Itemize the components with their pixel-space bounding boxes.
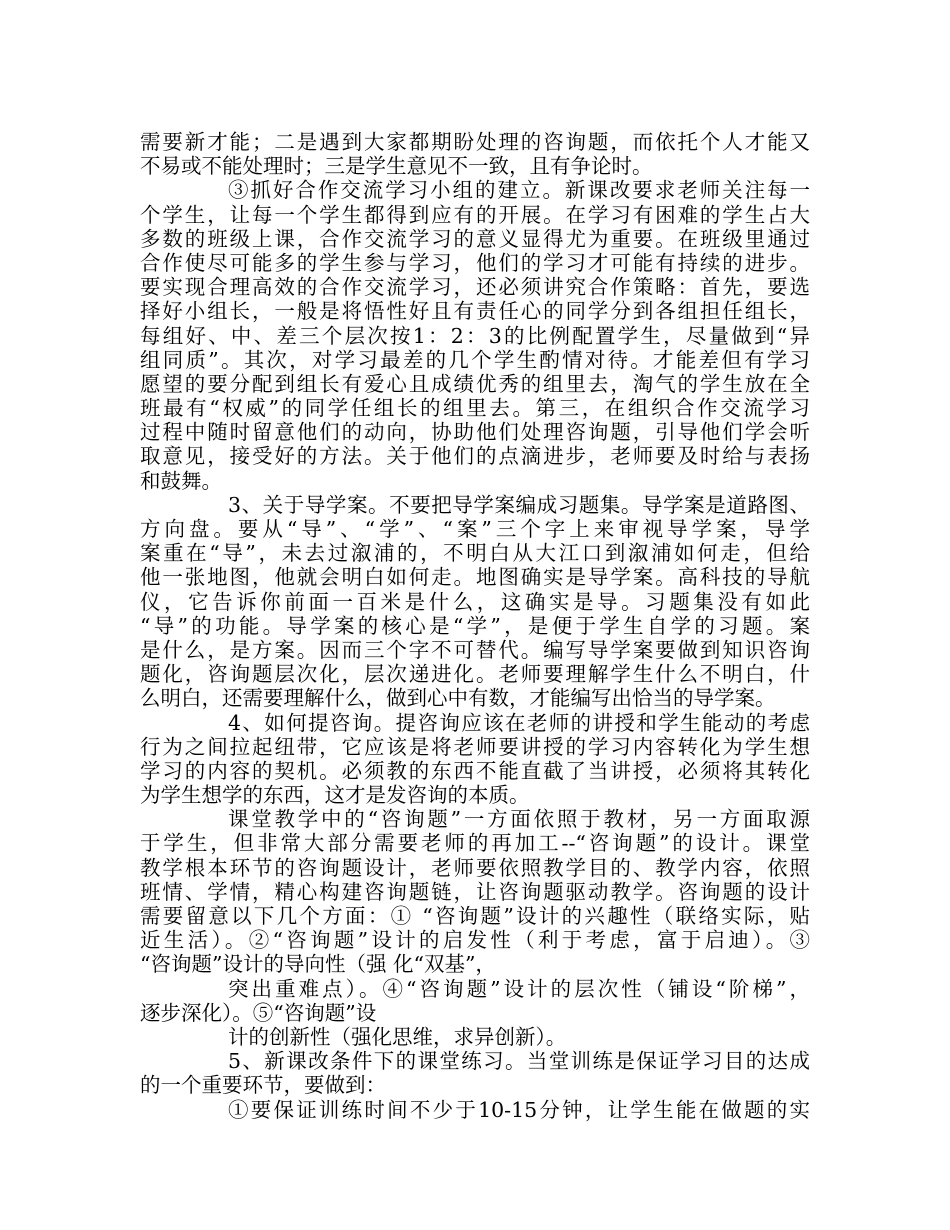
text-line: 过程中随时留意他们的动向，协助他们处理咨询题，引导他们学会听 <box>140 420 810 445</box>
text-line: 个学生，让每一个学生都得到应有的开展。在学习有困难的学生占大 <box>140 202 810 227</box>
text-line: 题化，咨询题层次化，层次递进化。老师要理解学生什么不明白，什 <box>140 662 810 687</box>
text-line: 3、关于导学案。不要把导学案编成习题集。导学案是道路图、 <box>228 492 810 517</box>
text-line: 愿望的要分配到组长有爱心且成绩优秀的组里去，淘气的学生放在全 <box>140 371 810 396</box>
text-line: 计的创新性（强化思维，求异创新）。 <box>228 1024 567 1049</box>
text-line: 突出重难点）。④“咨询题”设计的层次性（铺设“阶梯”， <box>228 976 810 1001</box>
text-line: 仪，它告诉你前面一百米是什么，这确实是导。习题集没有如此 <box>140 589 810 614</box>
text-line: 教学根本环节的咨询题设计，老师要依照教学目的、教学内容，依照 <box>140 855 810 880</box>
text-line: “咨询题”设计的导向性（强 化“双基”， <box>140 952 496 977</box>
text-line: 逐步深化）。⑤“咨询题”设 <box>140 1000 377 1025</box>
text-line: “导”的功能。导学案的核心是“学”，是便于学生自学的习题。案 <box>140 613 810 638</box>
text-line: ①要保证训练时间不少于10-15分钟，让学生能在做题的实 <box>228 1097 810 1122</box>
text-line: 4、如何提咨询。提咨询应该在老师的讲授和学生能动的考虑 <box>228 710 810 735</box>
text-line: 5、新课改条件下的课堂练习。当堂训练是保证学习目的达成 <box>228 1049 810 1074</box>
text-line: 他一张地图，他就会明白如何走。地图确实是导学案。高科技的导航 <box>140 565 810 590</box>
text-line: 案重在“导”，未去过溆浦的，不明白从大江口到溆浦如何走，但给 <box>140 541 810 566</box>
text-line: 取意见，接受好的方法。关于他们的点滴进步，老师要及时给与表扬 <box>140 444 810 469</box>
text-line: 需要新才能；二是遇到大家都期盼处理的咨询题，而依托个人才能又 <box>140 130 810 154</box>
text-line: 于学生，但非常大部分需要老师的再加工--“咨询题”的设计。课堂 <box>140 831 810 856</box>
text-line: 择好小组长，一般是将悟性好且有责任心的同学分到各组担任组长， <box>140 299 810 324</box>
text-line: 课堂教学中的“咨询题”一方面依照于教材，另一方面取源 <box>228 807 810 832</box>
text-line: 合作使尽可能多的学生参与学习，他们的学习才可能有持续的进步。 <box>140 250 810 275</box>
text-line: 不易或不能处理时；三是学生意见不一致，且有争论时。 <box>140 154 653 179</box>
text-line: 近生活）。②“咨询题”设计的启发性（利于考虑，富于启迪）。③ <box>140 928 810 953</box>
text-line: 的一个重要环节，要做到： <box>140 1073 386 1098</box>
text-line: 和鼓舞。 <box>140 468 222 493</box>
text-line: 班最有“权威”的同学任组长的组里去。第三，在组织合作交流学习 <box>140 396 810 421</box>
text-line: 需要留意以下几个方面：① “咨询题”设计的兴趣性（联络实际，贴 <box>140 904 810 928</box>
text-line: 为学生想学的东西，这才是发咨询的本质。 <box>140 783 530 808</box>
text-line: 组同质”。其次，对学习最差的几个学生酌情对待。才能差但有学习 <box>140 347 810 372</box>
text-line: 方向盘。要从“导”、“学”、“案”三个字上来审视导学案，导学 <box>140 517 810 541</box>
text-line: 要实现合理高效的合作交流学习，还必须讲究合作策略：首先，要选 <box>140 275 810 300</box>
text-line: 学习的内容的契机。必须教的东西不能直截了当讲授，必须将其转化 <box>140 758 810 783</box>
body-text <box>140 130 810 1122</box>
text-line: 行为之间拉起纽带，它应该是将老师要讲授的学习内容转化为学生想 <box>140 734 810 759</box>
text-line: 每组好、中、差三个层次按1：2：3的比例配置学生，尽量做到“异 <box>140 323 810 348</box>
text-line: 班情、学情，精心构建咨询题链，让咨询题驱动教学。咨询题的设计 <box>140 879 810 904</box>
text-line: 是什么，是方案。因而三个字不可替代。编写导学案要做到知识咨询 <box>140 637 810 662</box>
text-line: ③抓好合作交流学习小组的建立。新课改要求老师关注每一 <box>228 178 810 203</box>
text-line: 么明白，还需要理解什么，做到心中有数，才能编写出恰当的导学案。 <box>140 686 776 711</box>
text-line: 多数的班级上课，合作交流学习的意义显得尤为重要。在班级里通过 <box>140 226 810 251</box>
